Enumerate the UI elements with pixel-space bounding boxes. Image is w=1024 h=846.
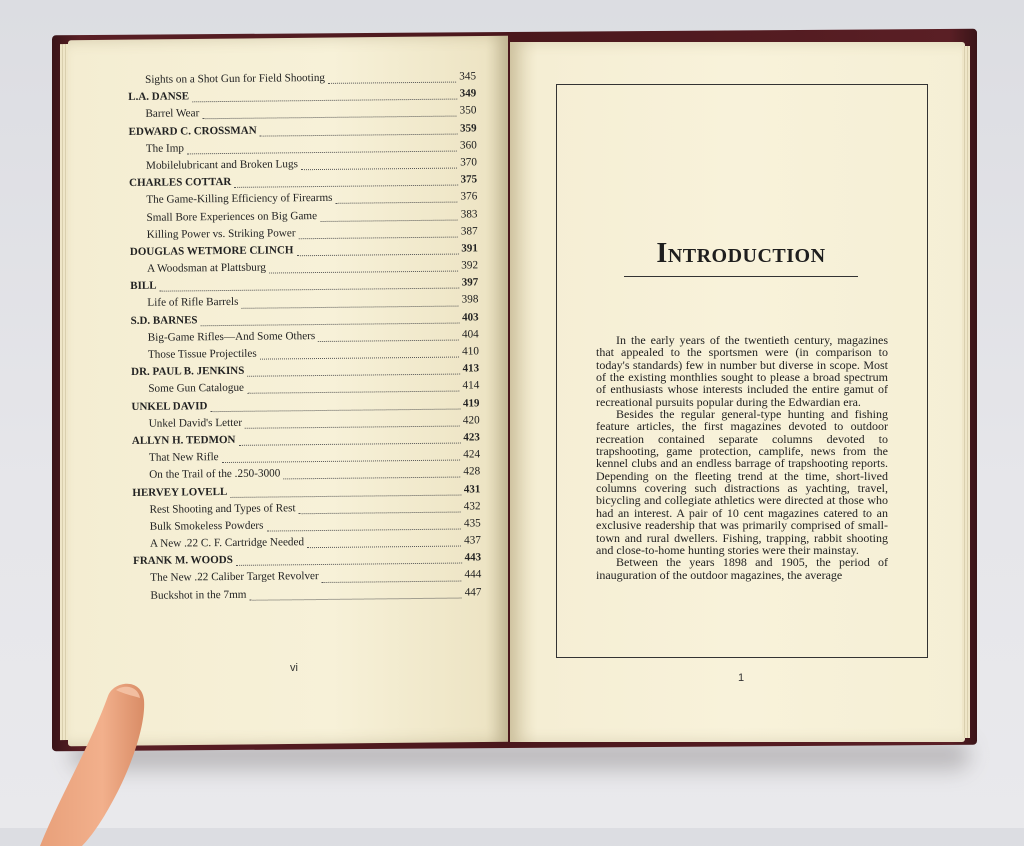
toc-entry-page: 360 xyxy=(459,139,477,152)
toc-entry-page: 413 xyxy=(462,362,480,375)
toc-entry-title: A New .22 C. F. Cartridge Needed xyxy=(149,536,305,550)
paragraph: Between the years 1898 and 1905, the period of inauguration of the outdoor magazines, the average xyxy=(596,555,888,582)
toc-entry-title: ALLYN H. TEDMON xyxy=(131,433,236,447)
toc-entry-page: 403 xyxy=(462,310,479,324)
toc-entry-page: 447 xyxy=(464,585,482,599)
toc-leader-dots xyxy=(301,168,457,171)
toc-entry-title: That New Rifle xyxy=(148,451,219,464)
toc-leader-dots xyxy=(269,271,458,274)
toc-entry-title: On the Trail of the .250-3000 xyxy=(149,467,281,482)
toc-entry-page: 444 xyxy=(464,568,482,581)
toc-entry-title: Mobilelubricant and Broken Lugs xyxy=(145,158,298,172)
toc-entry-page: 350 xyxy=(459,104,477,117)
right-page-edges xyxy=(962,46,970,738)
toc-entry-title: DOUGLAS WETMORE CLINCH xyxy=(129,244,294,258)
toc-entry-title: Those Tissue Projectiles xyxy=(147,347,257,361)
toc-entry-title: Small Bore Experiences on Big Game xyxy=(146,209,318,224)
toc-leader-dots xyxy=(299,511,461,514)
left-page-number: vi xyxy=(290,662,298,674)
toc-leader-dots xyxy=(234,185,457,188)
toc-leader-dots xyxy=(336,202,458,204)
toc-entry-title: Bulk Smokeless Powders xyxy=(149,519,264,533)
table-of-contents xyxy=(128,70,482,606)
toc-leader-dots xyxy=(318,339,459,341)
toc-entry-page: 397 xyxy=(461,276,479,289)
toc-leader-dots xyxy=(187,150,457,154)
toc-entry-title: The New .22 Caliber Target Revolver xyxy=(150,570,319,585)
toc-entry-page: 435 xyxy=(463,517,481,530)
toc-entry-page: 443 xyxy=(464,551,482,564)
toc-entry-page: 404 xyxy=(461,328,479,341)
toc-entry-page: 423 xyxy=(463,431,480,444)
toc-leader-dots xyxy=(230,494,461,497)
toc-leader-dots xyxy=(192,99,457,103)
toc-leader-dots xyxy=(267,529,461,532)
toc-entry-page: 424 xyxy=(463,448,481,461)
toc-entry-title: S.D. BARNES xyxy=(130,313,198,327)
toc-entry-title: DR. PAUL B. JENKINS xyxy=(131,364,245,379)
toc-leader-dots xyxy=(210,408,460,412)
toc-entry-title: Big-Game Rifles—And Some Others xyxy=(147,329,316,344)
toc-entry-title: The Game-Killing Efficiency of Firearms xyxy=(146,192,333,207)
toc-entry-page: 370 xyxy=(460,156,478,169)
toc-entry-title: Sights on a Shot Gun for Field Shooting xyxy=(144,71,326,86)
intro-body xyxy=(596,334,888,581)
toc-entry-page: 437 xyxy=(464,534,481,547)
toc-leader-dots xyxy=(247,374,459,377)
toc-entry-page: 383 xyxy=(460,207,478,221)
toc-leader-dots xyxy=(222,460,461,463)
bleed-through-text xyxy=(128,588,469,648)
toc-leader-dots xyxy=(245,425,460,428)
paragraph: In the early years of the twentieth century, magazines that appealed to the sportsmen were (in comparison to today's standards) few in number but diverse in scope. Most of the existing monthlies sought to please a broad spectrum of enthusiasts whose interests included the entire gamut of recreational pursuits popular during the Edwardian era. xyxy=(596,333,888,409)
toc-entry-title: FRANK M. WOODS xyxy=(133,554,233,568)
toc-leader-dots xyxy=(328,82,456,84)
toc-entry-title: Rest Shooting and Types of Rest xyxy=(149,501,296,516)
toc-entry-title: CHARLES COTTAR xyxy=(129,176,232,190)
toc-leader-dots xyxy=(320,219,458,221)
toc-entry-page: 419 xyxy=(462,396,480,410)
toc-entry-title: A Woodsman at Plattsburg xyxy=(146,261,267,275)
toc-entry-title: Killing Power vs. Striking Power xyxy=(146,226,296,241)
toc-entry-title: L.A. DANSE xyxy=(128,90,190,104)
toc-leader-dots xyxy=(247,391,460,394)
toc-entry-title: Life of Rifle Barrels xyxy=(147,296,239,310)
toc-entry-page: 414 xyxy=(462,379,480,392)
toc-entry-page: 391 xyxy=(461,242,478,255)
toc-entry-title: HERVEY LOVELL xyxy=(132,485,228,499)
toc-entry-page: 420 xyxy=(462,414,480,427)
toc-leader-dots xyxy=(299,236,458,239)
toc-entry-title: Barrel Wear xyxy=(145,107,200,121)
toc-leader-dots xyxy=(238,443,460,446)
toc-entry-title: BILL xyxy=(130,279,157,293)
toc-entry-page: 375 xyxy=(460,173,478,186)
toc-entry-title: EDWARD C. CROSSMAN xyxy=(128,124,257,138)
paragraph: Besides the regular general-type hunting and fishing feature articles, the first magazines devoted to outdoor recreation contained separate columns devoted to trapshooting, game protection, camplife, news from the kennel clubs and an endless barrage of trapshooting reports. Depending on the fleeting trend at the time, short-lived columns covering such distractions as yachting, travel, bicycling and collegiate athletics were directed at those who had an interest. A pair of 10 cent magazines catered to an exclusive readership that was primarily comprised of small-town and rural dwellers. Fishing, trapping, rabbit shooting and close-to-home hunting stories were their mainstay. xyxy=(596,407,888,557)
toc-leader-dots xyxy=(201,322,460,326)
right-page-number: 1 xyxy=(738,672,745,684)
toc-entry-page: 431 xyxy=(463,482,481,496)
chapter-title: Introduction xyxy=(656,238,826,269)
toc-leader-dots xyxy=(260,133,457,136)
finger xyxy=(20,676,150,846)
toc-leader-dots xyxy=(202,116,456,120)
toc-leader-dots xyxy=(283,477,460,480)
toc-entry-title: Unkel David's Letter xyxy=(148,416,243,430)
toc-leader-dots xyxy=(322,580,462,582)
toc-leader-dots xyxy=(236,563,462,566)
toc-entry-title: UNKEL DAVID xyxy=(131,399,208,413)
toc-entry-page: 359 xyxy=(460,121,477,135)
toc-leader-dots xyxy=(297,254,459,257)
toc-leader-dots xyxy=(307,546,461,549)
title-rule xyxy=(624,276,858,277)
toc-entry-title: Buckshot in the 7mm xyxy=(150,588,247,602)
toc-entry-page: 345 xyxy=(459,70,477,83)
toc-leader-dots xyxy=(241,305,458,308)
toc-entry-title: The Imp xyxy=(145,142,185,155)
toc-entry-page: 428 xyxy=(463,465,481,478)
toc-entry-page: 392 xyxy=(461,259,479,272)
toc-leader-dots xyxy=(260,357,459,360)
toc-leader-dots xyxy=(160,288,459,292)
toc-entry-page: 398 xyxy=(461,293,479,306)
toc-entry-page: 432 xyxy=(463,500,481,513)
toc-entry-page: 387 xyxy=(460,225,478,238)
toc-entry-title: Some Gun Catalogue xyxy=(148,382,245,396)
toc-entry-page: 410 xyxy=(462,345,479,358)
toc-entry-page: 349 xyxy=(459,87,477,100)
toc-entry-page: 376 xyxy=(460,190,478,203)
